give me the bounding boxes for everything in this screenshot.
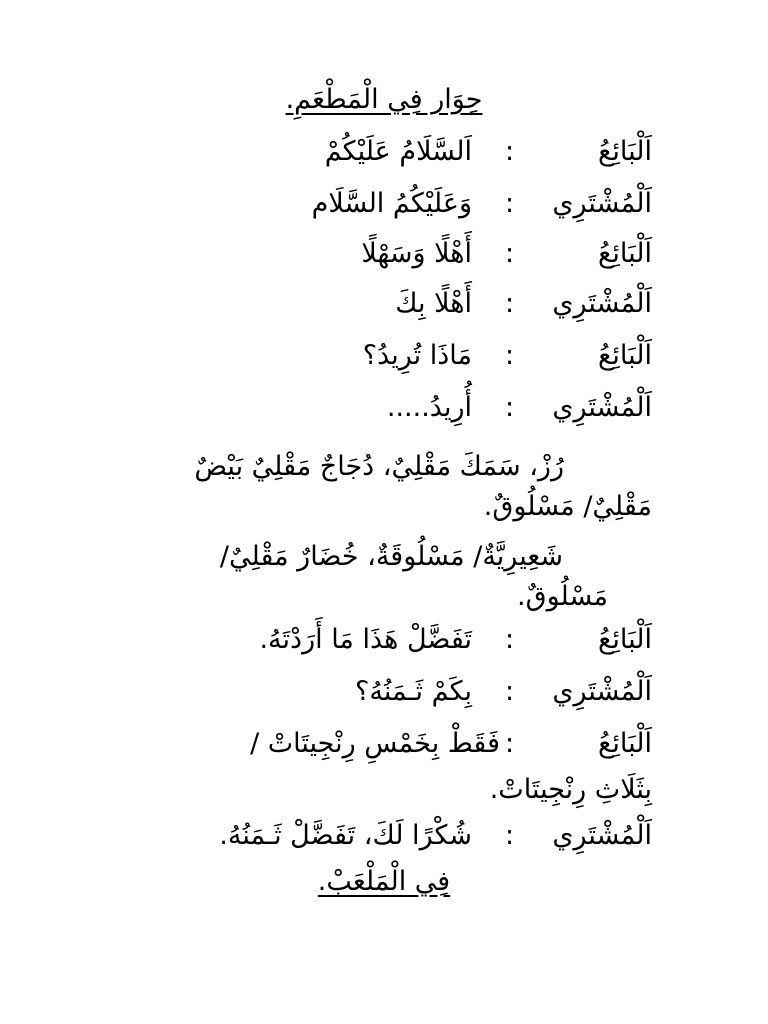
dialogue-line xyxy=(0,624,768,674)
speaker-seller: اَلْبَائِعُ xyxy=(598,624,652,655)
separator: : xyxy=(505,624,515,655)
separator: : xyxy=(505,728,515,759)
options-line: بِثَلَاثِ رِنْجِيتَاتْ. xyxy=(489,774,652,805)
utterance: مَاذَا تُرِيدُ؟ xyxy=(362,340,472,371)
food-options-paragraph xyxy=(194,447,652,527)
separator: : xyxy=(505,676,515,707)
speaker-buyer: اَلْمُشْتَرِي xyxy=(552,288,652,319)
options-line: رُزْ، سَمَكَ مَقْلِيٌ، دُجَاجٌ مَقْلِيٌ بَيْضٌ xyxy=(194,451,564,482)
dialogue-line xyxy=(0,136,768,186)
options-line: شَعِيرِيَّةٌ/ مَسْلُوقَةٌ، خُضَارٌ مَقْلِيٌ/ xyxy=(219,541,563,572)
separator: : xyxy=(505,340,515,371)
dialogue-line xyxy=(0,392,768,442)
title-restaurant-dialogue: حِوَار فِي الْمَطْعَمِ. xyxy=(285,84,483,115)
speaker-seller: اَلْبَائِعُ xyxy=(598,136,652,167)
utterance: شُكْرًا لَكَ، تَفَضَّلْ ثَـمَنُهُ. xyxy=(219,820,472,851)
dialogue-line xyxy=(0,288,768,338)
speaker-seller: اَلْبَائِعُ xyxy=(598,728,652,759)
dialogue-line xyxy=(0,188,768,238)
utterance: أُرِيدُ..... xyxy=(386,392,472,423)
utterance: بِكَمْ ثَـمَنُهُ؟ xyxy=(355,676,472,707)
dialogue-line xyxy=(0,820,768,870)
speaker-buyer: اَلْمُشْتَرِي xyxy=(552,392,652,423)
separator: : xyxy=(505,392,515,423)
utterance: تَفَضَّلْ هَذَا مَا أَرَدْتَهُ. xyxy=(259,624,472,655)
separator: : xyxy=(505,136,515,167)
speaker-seller: اَلْبَائِعُ xyxy=(598,238,652,269)
dialogue-line xyxy=(0,238,768,288)
utterance: فَقَطْ بِخَمْسِ رِنْجِيتَاتْ / xyxy=(250,728,500,759)
dialogue-line xyxy=(0,340,768,390)
speaker-buyer: اَلْمُشْتَرِي xyxy=(552,676,652,707)
utterance: وَعَلَيْكُمُ السَّلَام xyxy=(311,188,472,219)
separator: : xyxy=(505,288,515,319)
speaker-buyer: اَلْمُشْتَرِي xyxy=(552,188,652,219)
utterance: أَهْلًا بِكَ xyxy=(395,288,472,319)
utterance: اَلسَّلَامُ عَلَيْكُمْ xyxy=(324,136,472,167)
dialogue-line xyxy=(0,676,768,726)
separator: : xyxy=(505,188,515,219)
title-playground: فِي الْمَلْعَبْ. xyxy=(317,866,451,897)
utterance: أَهْلًا وَسَهْلًا xyxy=(361,238,472,269)
separator: : xyxy=(505,820,515,851)
utterance-continuation xyxy=(490,770,652,810)
options-line: مَسْلُوقٌ. xyxy=(517,581,608,612)
separator: : xyxy=(505,238,515,269)
dialogue-line xyxy=(0,728,768,778)
food-options-paragraph xyxy=(220,537,608,617)
options-line: مَقْلِيٌ/ مَسْلُوقٌ. xyxy=(483,491,652,522)
speaker-seller: اَلْبَائِعُ xyxy=(598,340,652,371)
speaker-buyer: اَلْمُشْتَرِي xyxy=(552,820,652,851)
